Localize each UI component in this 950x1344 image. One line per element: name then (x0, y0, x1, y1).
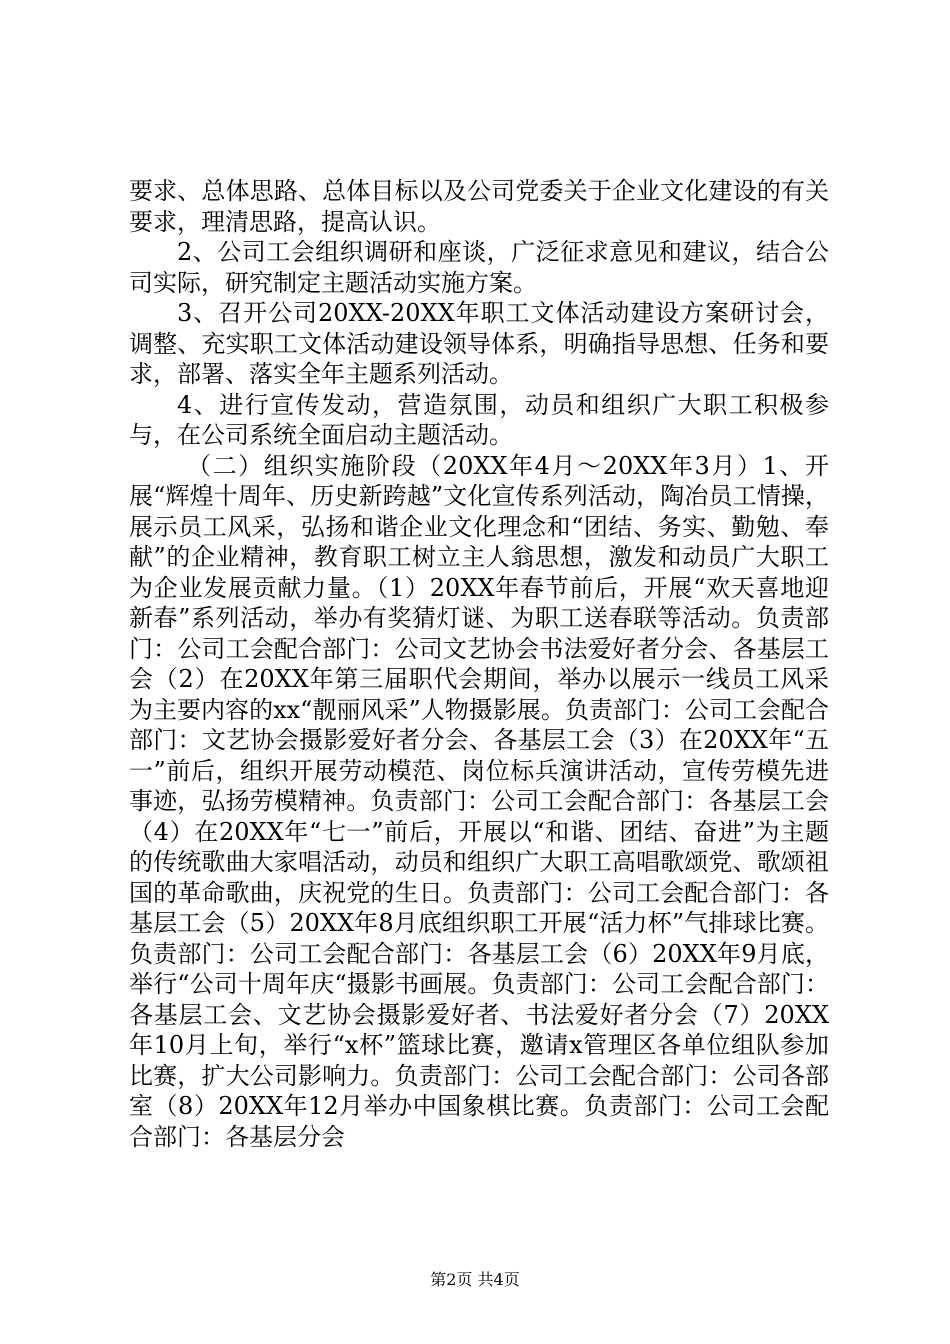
document-body (129, 176, 829, 1152)
paragraph-item-3: 3、召开公司20XX-20XX年职工文体活动建设方案研讨会，调整、充实职工文体活动建设领导体系，明确指导思想、任务和要求，部署、落实全年主题系列活动。 (129, 299, 829, 388)
paragraph-item-4: 4、进行宣传发动，营造氛围，动员和组织广大职工积极参与，在公司系统全面启动主题活动。 (129, 390, 829, 449)
paragraph-implementation-stage: （二）组织实施阶段（20XX年4月～20XX年3月）1、开展“辉煌十周年、历史新跨越”文化宣传系列活动，陶冶员工情操，展示员工风采，弘扬和谐企业文化理念和“团结、务实、勤勉、奉献”的企业精神，教育职工树立主人翁思想，激发和动员广大职工为企业发展贡献力量。（1）20XX年春节前后，开展“欢天喜地迎新春”系列活动，举办有奖猜灯谜、为职工送春联等活动。负责部门：公司工会配合部门：公司文艺协会书法爱好者分会、各基层工会（2）在20XX年第三届职代会期间，举办以展示一线员工风采为主要内容的xx“靓丽风采”人物摄影展。负责部门：公司工会配合部门：文艺协会摄影爱好者分会、各基层工会（3）在20XX年“五一”前后，组织开展劳动模范、岗位标兵演讲活动，宣传劳模先进事迹，弘扬劳模精神。负责部门：公司工会配合部门：各基层工会（4）在20XX年“七一”前后，开展以“和谐、团结、奋进”为主题的传统歌曲大家唱活动，动员和组织广大职工高唱歌颂党、歌颂祖国的革命歌曲，庆祝党的生日。负责部门：公司工会配合部门：各基层工会（5）20XX年8月底组织职工开展“活力杯”气排球比赛。负责部门：公司工会配合部门：各基层工会（6）20XX年9月底，举行“公司十周年庆“摄影书画展。负责部门：公司工会配合部门：各基层工会、文艺协会摄影爱好者、书法爱好者分会（7）20XX年10月上旬，举行“x杯”篮球比赛，邀请x管理区各单位组队参加比赛，扩大公司影响力。负责部门：公司工会配合部门：公司各部室（8）20XX年12月举办中国象棋比赛。负责部门：公司工会配合部门：各基层分会 (129, 451, 829, 1151)
page-number-footer: 第2页 共4页 (430, 1270, 520, 1289)
paragraph-item-2: 2、公司工会组织调研和座谈，广泛征求意见和建议，结合公司实际，研究制定主题活动实施方案。 (129, 238, 829, 297)
paragraph-continuation: 要求、总体思路、总体目标以及公司党委关于企业文化建设的有关要求，理清思路，提高认识。 (129, 177, 829, 236)
